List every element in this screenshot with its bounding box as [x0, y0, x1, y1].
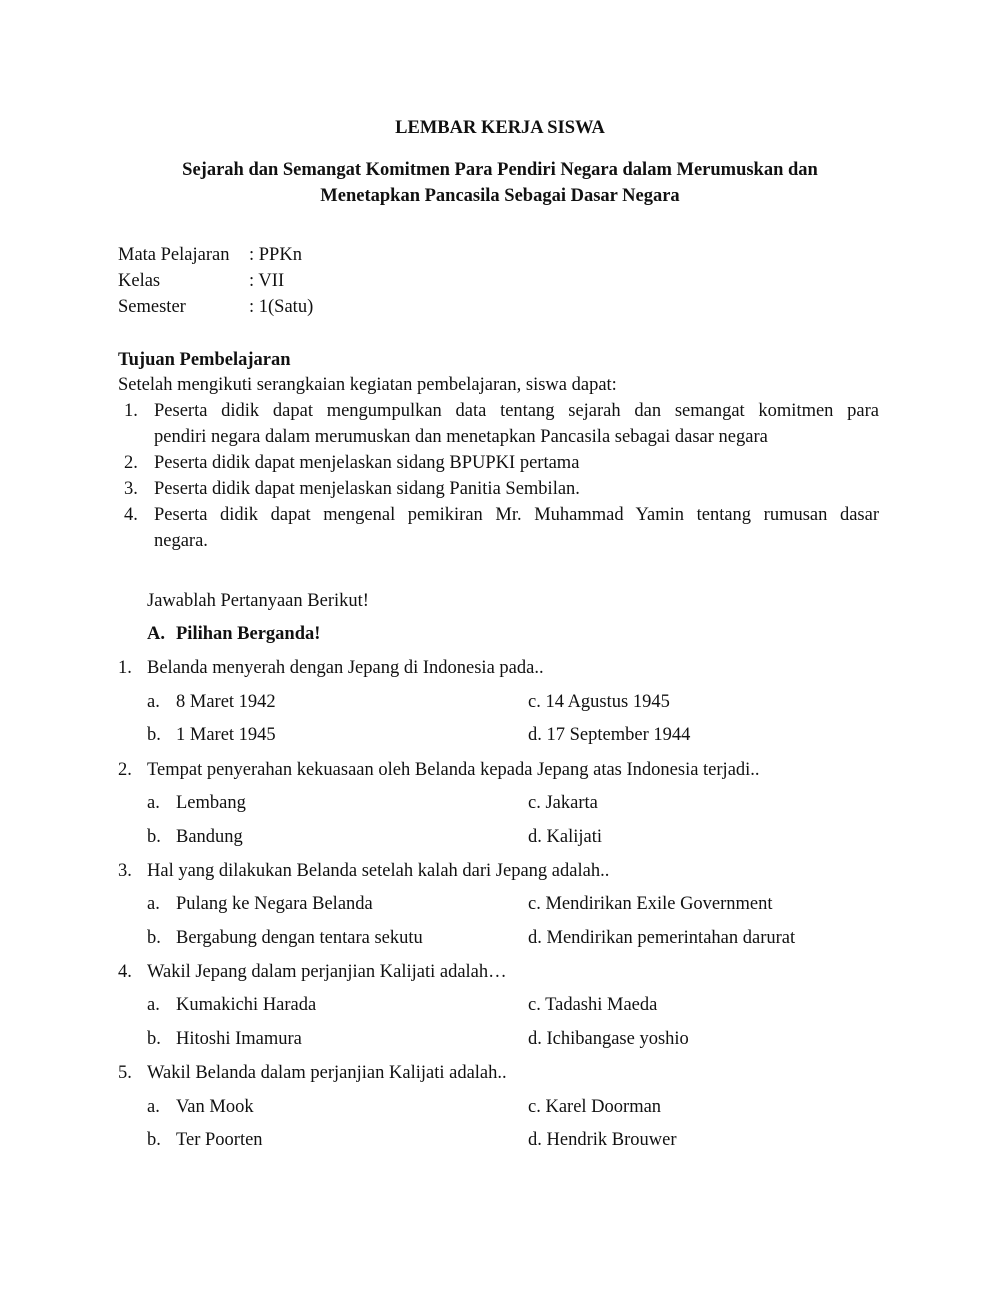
option-a[interactable]: Lembang — [176, 793, 246, 813]
objective-text: Peserta didik dapat mengumpulkan data tentang sejarah dan semangat komitmen para — [154, 401, 879, 421]
option-letter-a: a. — [147, 793, 160, 813]
option-letter-b: b. — [147, 725, 161, 745]
objective-text-cont: pendiri negara dalam merumuskan dan menetapkan Pancasila sebagai dasar negara — [154, 427, 768, 447]
option-letter-a: a. — [147, 692, 160, 712]
option-d[interactable]: d. Kalijati — [528, 827, 602, 847]
objective-text: Peserta didik dapat menjelaskan sidang BPUPKI pertama — [154, 453, 580, 473]
info-value-subject: : PPKn — [249, 245, 302, 265]
option-letter-b: b. — [147, 1130, 161, 1150]
subtitle-line-2: Menetapkan Pancasila Sebagai Dasar Negara — [320, 186, 680, 206]
option-letter-a: a. — [147, 1097, 160, 1117]
info-value-semester: : 1(Satu) — [249, 297, 314, 317]
option-a[interactable]: Pulang ke Negara Belanda — [176, 894, 373, 914]
subtitle-line-1: Sejarah dan Semangat Komitmen Para Pendiri Negara dalam Merumuskan dan — [182, 160, 818, 180]
option-c[interactable]: c. Jakarta — [528, 793, 598, 813]
objective-number: 3. — [124, 479, 138, 499]
question-text: Hal yang dilakukan Belanda setelah kalah dari Jepang adalah.. — [147, 861, 610, 881]
option-b[interactable]: Ter Poorten — [176, 1130, 263, 1150]
option-a[interactable]: Van Mook — [176, 1097, 254, 1117]
option-letter-b: b. — [147, 928, 161, 948]
question-text: Tempat penyerahan kekuasaan oleh Belanda kepada Jepang atas Indonesia terjadi.. — [147, 760, 760, 780]
info-label-class: Kelas — [118, 271, 161, 291]
instruction-text: Jawablah Pertanyaan Berikut! — [147, 591, 369, 611]
objective-text-cont: negara. — [154, 531, 208, 551]
objective-text: Peserta didik dapat menjelaskan sidang Panitia Sembilan. — [154, 479, 580, 499]
info-label-subject: Mata Pelajaran — [118, 245, 230, 265]
question-number: 5. — [118, 1063, 132, 1083]
info-value-class: : VII — [249, 271, 285, 291]
option-c[interactable]: c. Karel Doorman — [528, 1097, 662, 1117]
option-c[interactable]: c. Tadashi Maeda — [528, 995, 658, 1015]
question-text: Belanda menyerah dengan Jepang di Indonesia pada.. — [147, 658, 544, 678]
option-b[interactable]: Bergabung dengan tentara sekutu — [176, 928, 423, 948]
option-b[interactable]: Bandung — [176, 827, 243, 847]
option-b[interactable]: Hitoshi Imamura — [176, 1029, 302, 1049]
option-letter-a: a. — [147, 995, 160, 1015]
option-c[interactable]: c. 14 Agustus 1945 — [528, 692, 670, 712]
option-a[interactable]: 8 Maret 1942 — [176, 692, 276, 712]
info-label-semester: Semester — [118, 297, 186, 317]
objective-number: 4. — [124, 505, 138, 525]
option-letter-a: a. — [147, 894, 160, 914]
question-number: 2. — [118, 760, 132, 780]
option-a[interactable]: Kumakichi Harada — [176, 995, 317, 1015]
objective-number: 1. — [124, 401, 138, 421]
option-d[interactable]: d. Ichibangase yoshio — [528, 1029, 689, 1049]
objectives-intro: Setelah mengikuti serangkaian kegiatan pembelajaran, siswa dapat: — [118, 375, 617, 395]
question-number: 4. — [118, 962, 132, 982]
option-d[interactable]: d. 17 September 1944 — [528, 725, 691, 745]
section-a-title: Pilihan Berganda! — [176, 624, 321, 644]
objective-text: Peserta didik dapat mengenal pemikiran Mr. Muhammad Yamin tentang rumusan dasar — [154, 505, 879, 525]
option-letter-b: b. — [147, 1029, 161, 1049]
objectives-heading: Tujuan Pembelajaran — [118, 350, 291, 370]
question-number: 3. — [118, 861, 132, 881]
option-b[interactable]: 1 Maret 1945 — [176, 725, 276, 745]
option-d[interactable]: d. Hendrik Brouwer — [528, 1130, 677, 1150]
objective-number: 2. — [124, 453, 138, 473]
question-number: 1. — [118, 658, 132, 678]
page-title: LEMBAR KERJA SISWA — [395, 118, 605, 138]
question-text: Wakil Belanda dalam perjanjian Kalijati adalah.. — [147, 1063, 507, 1083]
question-text: Wakil Jepang dalam perjanjian Kalijati adalah… — [147, 962, 507, 982]
option-letter-b: b. — [147, 827, 161, 847]
section-a-letter: A. — [147, 624, 165, 644]
option-c[interactable]: c. Mendirikan Exile Government — [528, 894, 773, 914]
option-d[interactable]: d. Mendirikan pemerintahan darurat — [528, 928, 796, 948]
